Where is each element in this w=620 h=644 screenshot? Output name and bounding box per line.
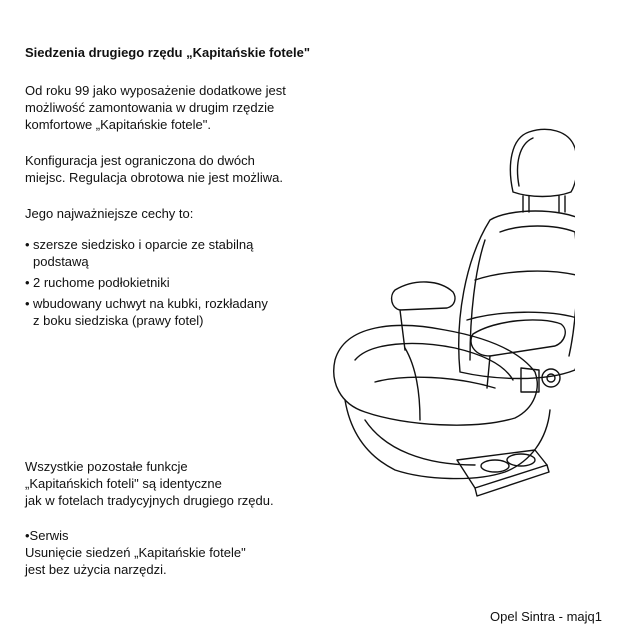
config-paragraph bbox=[25, 152, 345, 186]
config-line: miejsc. Regulacja obrotowa nie jest możliwa. bbox=[25, 170, 283, 185]
intro-line: Od roku 99 jako wyposażenie dodatkowe jest bbox=[25, 83, 286, 98]
service-heading: •Serwis bbox=[25, 528, 69, 543]
other-functions-paragraph bbox=[25, 458, 345, 509]
bullet-line: 2 ruchome podłokietniki bbox=[33, 275, 170, 290]
list-item bbox=[25, 295, 325, 329]
bullet-icon: • bbox=[25, 275, 30, 290]
bullet-line: podstawą bbox=[33, 254, 89, 269]
service-line: jest bez użycia narzędzi. bbox=[25, 562, 167, 577]
service-paragraph bbox=[25, 527, 345, 578]
intro-paragraph bbox=[25, 82, 345, 133]
bullet-icon: • bbox=[25, 296, 30, 311]
page-footer: Opel Sintra - majq1 bbox=[490, 609, 602, 624]
bullet-line: z boku siedziska (prawy fotel) bbox=[33, 313, 204, 328]
list-item bbox=[25, 274, 325, 291]
intro-line: możliwość zamontowania w drugim rzędzie bbox=[25, 100, 275, 115]
bullet-line: wbudowany uchwyt na kubki, rozkładany bbox=[33, 296, 268, 311]
features-list bbox=[25, 236, 325, 333]
other-functions-line: Wszystkie pozostałe funkcje bbox=[25, 459, 188, 474]
bullet-icon: • bbox=[25, 237, 30, 252]
document-title: Siedzenia drugiego rzędu „Kapitańskie fotele" bbox=[25, 45, 310, 60]
other-functions-line: jak w fotelach tradycyjnych drugiego rzędu. bbox=[25, 493, 274, 508]
other-functions-line: „Kapitańskich foteli" są identyczne bbox=[25, 476, 222, 491]
config-line: Konfiguracja jest ograniczona do dwóch bbox=[25, 153, 255, 168]
captain-seat-illustration bbox=[325, 120, 575, 500]
features-heading: Jego najważniejsze cechy to: bbox=[25, 206, 194, 221]
intro-line: komfortowe „Kapitańskie fotele". bbox=[25, 117, 211, 132]
bullet-line: szersze siedzisko i oparcie ze stabilną bbox=[33, 237, 254, 252]
list-item bbox=[25, 236, 325, 270]
service-line: Usunięcie siedzeń „Kapitańskie fotele" bbox=[25, 545, 246, 560]
